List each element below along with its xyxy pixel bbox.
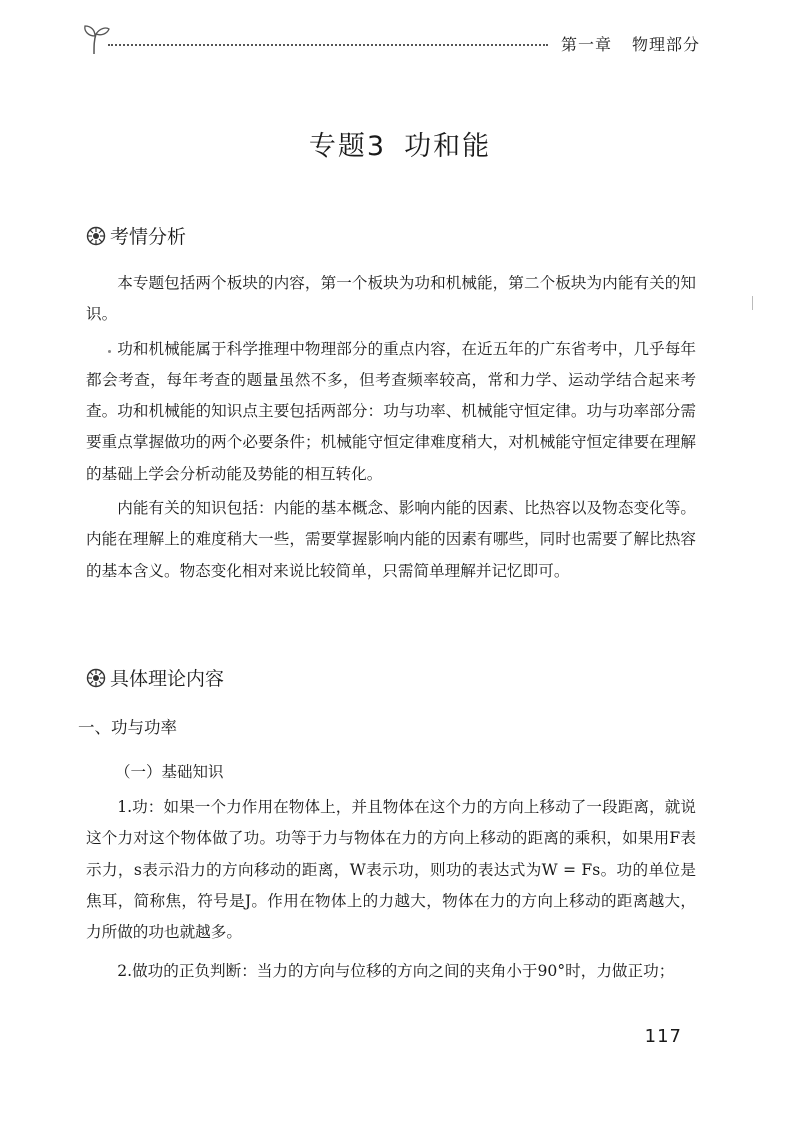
- section-heading-text: 考情分析: [110, 226, 187, 248]
- subheading-basics: （一）基础知识: [115, 763, 224, 781]
- theory-body: [86, 792, 696, 988]
- flower-icon: [86, 668, 106, 688]
- flower-icon: [86, 226, 106, 246]
- page-number: 117: [644, 1026, 682, 1047]
- topic-name: 功和能: [404, 131, 492, 162]
- section-heading-exam-analysis: [86, 222, 186, 249]
- sprout-icon: [80, 22, 112, 56]
- paragraph: 内能有关的知识包括：内能的基本概念、影响内能的因素、比热容以及物态变化等。内能在理解上的难度稍大一些，需要掌握影响内能的因素有哪些，同时也需要了解比热容的基本含义。物态变化相对来说比较简单，只需简单理解并记忆即可。: [86, 499, 696, 580]
- page-title: [0, 124, 800, 163]
- chapter-number: 第一章: [560, 35, 612, 54]
- paragraph: 2.做功的正负判断：当力的方向与位移的方向之间的夹角小于90°时，力做正功；: [117, 962, 675, 981]
- paragraph: 本专题包括两个板块的内容，第一个板块为功和机械能，第二个板块为内能有关的知识。: [86, 274, 696, 324]
- paragraph: 1.功：如果一个力作用在物体上，并且物体在这个力的方向上移动了一段距离，就说这个力对这个物体做了功。功等于力与物体在力的方向上移动的距离的乘积，如果用F表示力，s表示沿力的方向移动的距离，W表示功，则功的表达式为W = Fs。功的单位是焦耳，简称焦，符号是J。作用在物体上的力越大，物体在力的方向上移动的距离越大，力所做的功也就越多。: [86, 798, 696, 942]
- chapter-label: [561, 32, 700, 55]
- paragraph: 功和机械能属于科学推理中物理部分的重点内容，在近五年的广东省考中，几乎每年都会考查，每年考查的题量虽然不多，但考查频率较高，常和力学、运动学结合起来考查。功和机械能的知识点主要包括两部分：功与功率、机械能守恒定律。功与功率部分需要重点掌握做功的两个必要条件；机械能守恒定律难度稍大，对机械能守恒定律要在理解的基础上学会分析动能及势能的相互转化。: [86, 339, 696, 483]
- running-header: [80, 22, 700, 62]
- section-heading-theory: [86, 664, 224, 691]
- margin-mark: [108, 350, 111, 353]
- chapter-title: 物理部分: [631, 35, 700, 54]
- topic-number: 专题3: [308, 131, 387, 162]
- margin-mark: [752, 296, 753, 310]
- section-heading-text: 具体理论内容: [110, 668, 225, 690]
- header-rule: [108, 44, 548, 46]
- exam-analysis-body: [86, 268, 696, 587]
- subheading-work-and-power: 一、功与功率: [78, 718, 177, 737]
